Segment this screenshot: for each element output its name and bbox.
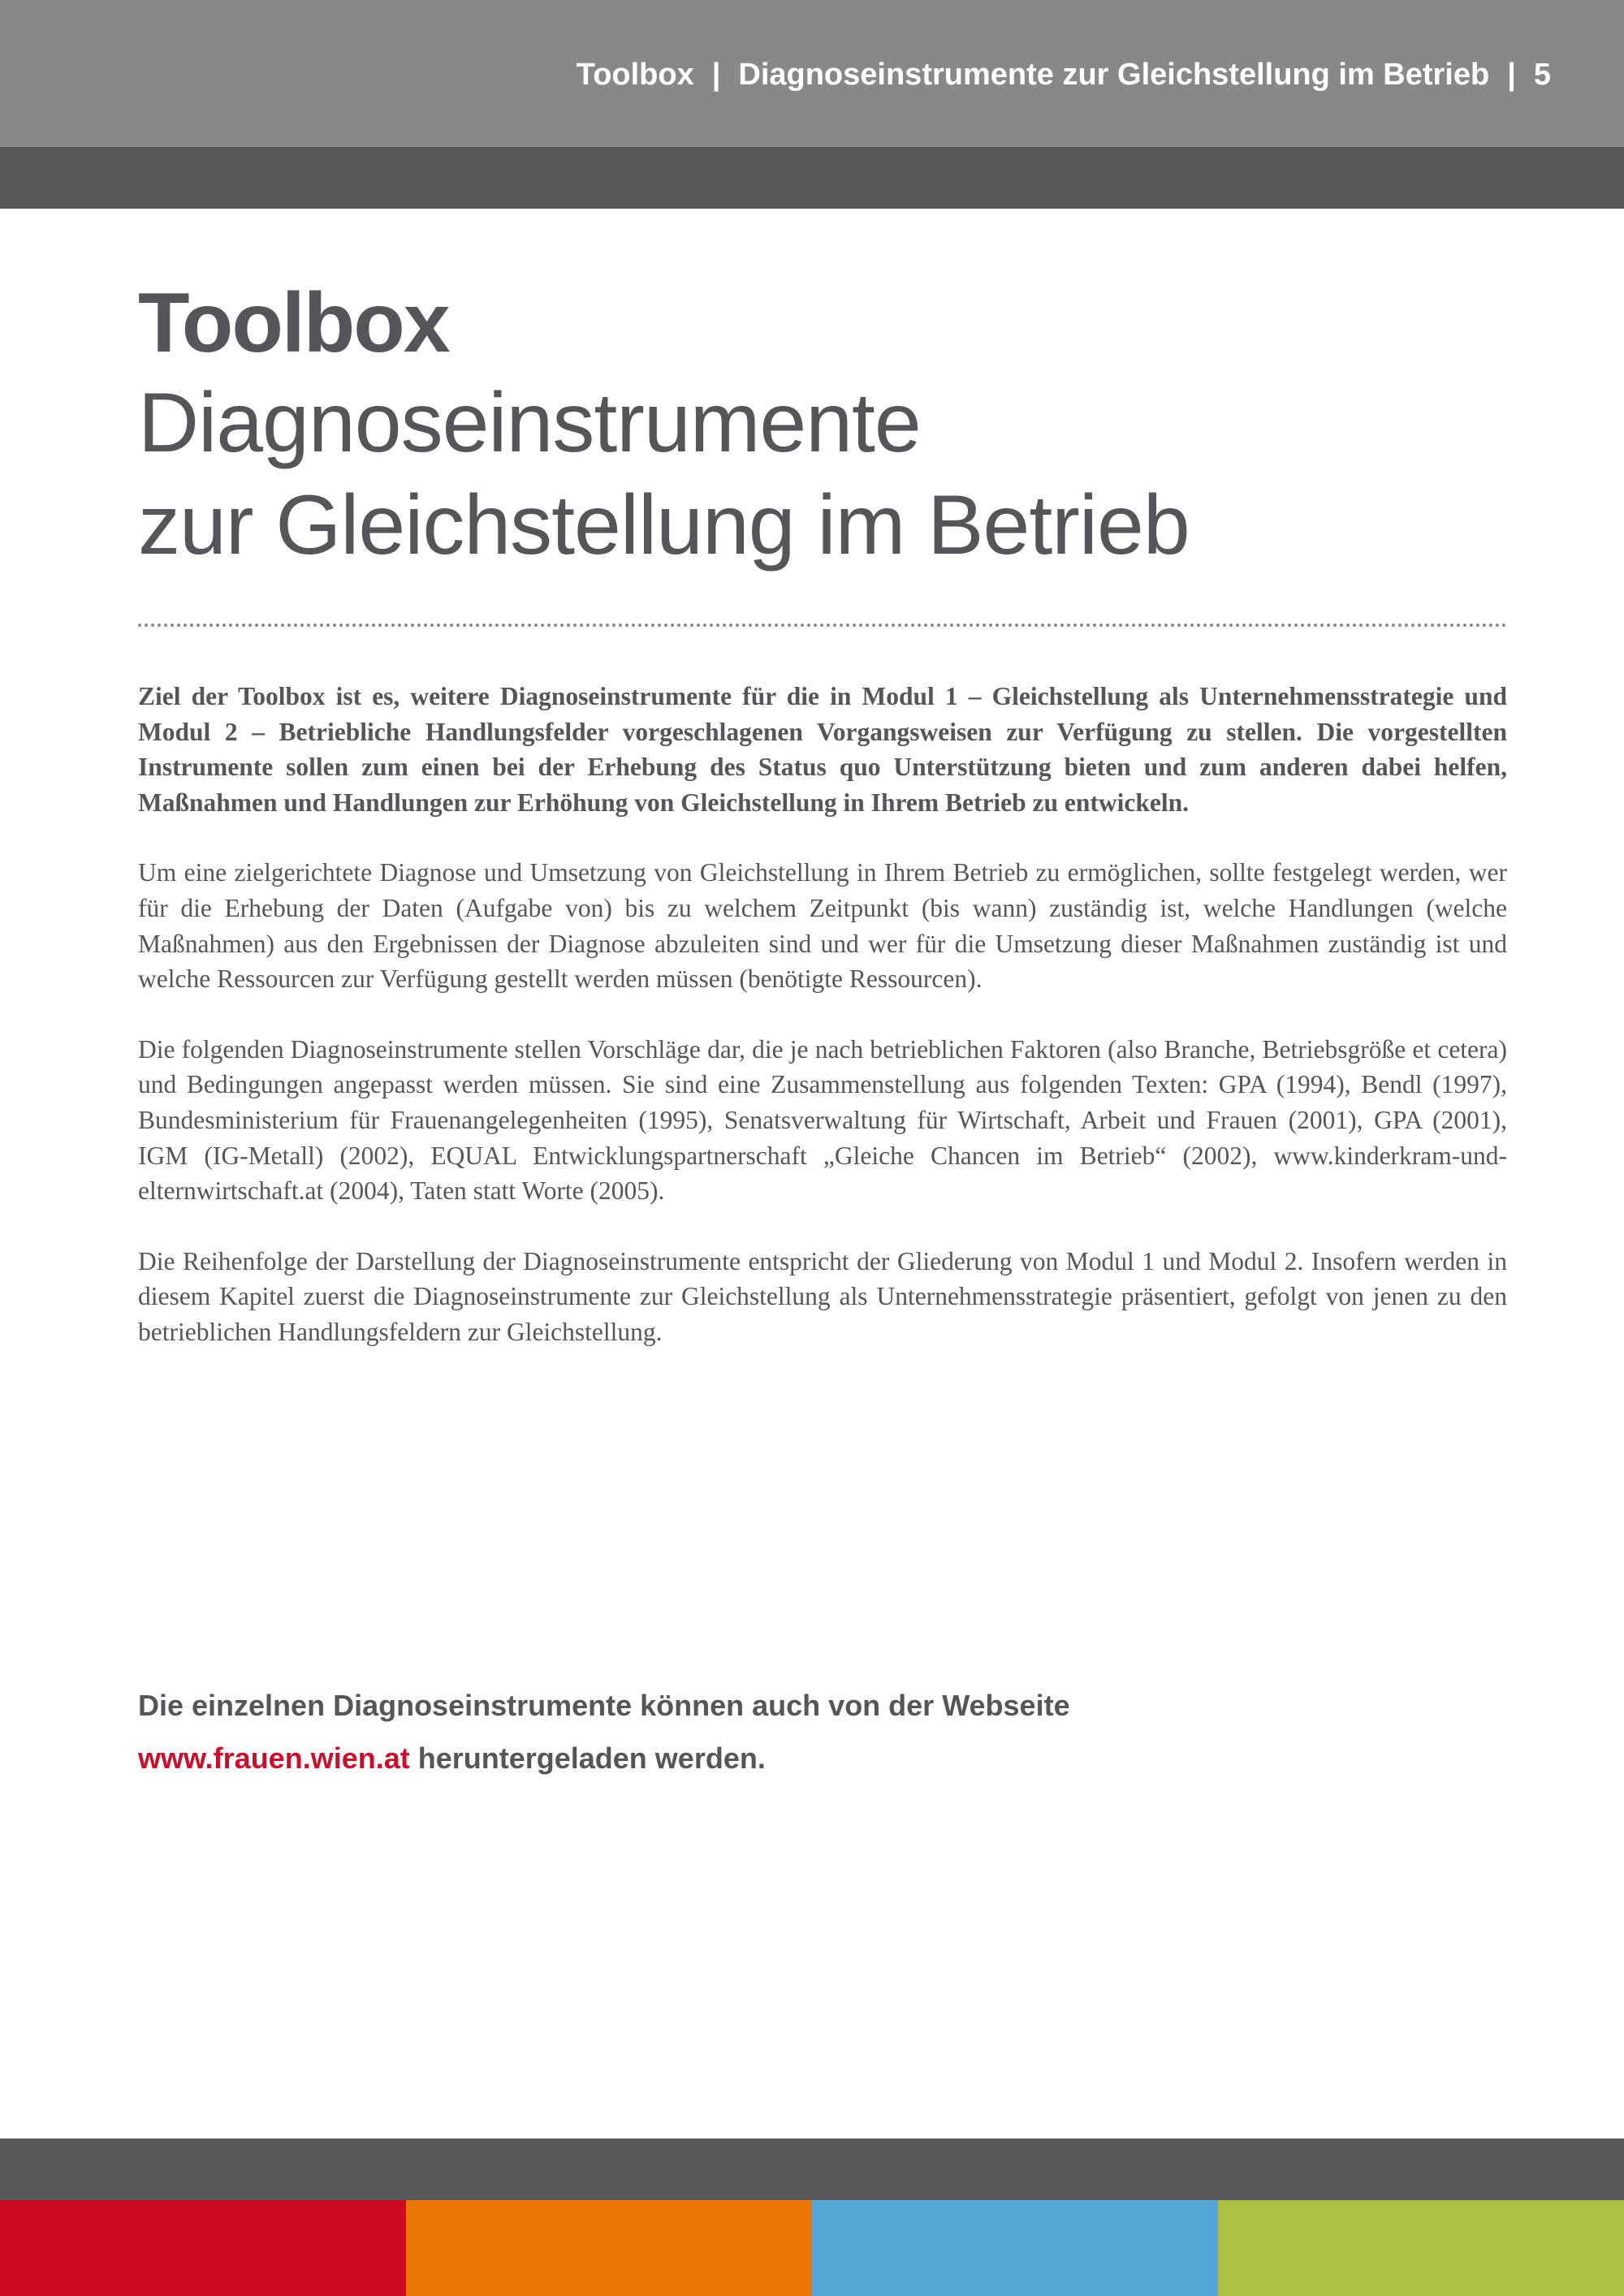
running-head [577, 52, 1551, 97]
download-note [138, 1679, 1518, 1785]
footer-color-bar-green [1218, 2200, 1624, 2296]
download-note-line-1: Die einzelnen Diagnoseinstrumente können auch von der Webseite [138, 1689, 1070, 1722]
website-link[interactable]: www.frauen.wien.at [138, 1741, 410, 1775]
running-head-separator-2: | [1507, 58, 1516, 92]
paragraph-2: Um eine zielgerichtete Diagnose und Umsetzung von Gleichstellung in Ihrem Betrieb zu ermöglichen, sollte festgelegt werden, wer für die Erhebung der Daten (Aufgabe von) bis zu welchem Zeitpunkt (bis wann) zuständig ist, welche Handlungen (welche Maßnahmen) aus den Ergebnissen der Diagnose abzuleiten sind und wer für die Umsetzung dieser Maßnahmen zuständig ist und welche Ressourcen zur Verfügung gestellt werden müssen (benötigte Ressourcen). [138, 858, 1507, 994]
title-main: Toolbox [138, 276, 449, 370]
header-dark-band [0, 147, 1624, 209]
running-head-separator: | [711, 58, 721, 92]
page-title [138, 274, 1510, 576]
footer-color-bar-red [0, 2200, 406, 2296]
running-head-chapter: Diagnoseinstrumente zur Gleichstellung im Betrieb [738, 58, 1490, 92]
body-text [138, 679, 1507, 1385]
title-sub-line-2: zur Gleichstellung im Betrieb [138, 478, 1190, 572]
page-number: 5 [1533, 58, 1551, 92]
footer-color-bar-orange [406, 2200, 812, 2296]
download-note-line-2 [138, 1732, 1518, 1785]
running-head-section: Toolbox [576, 58, 694, 92]
dotted-divider [138, 624, 1507, 627]
footer-dark-band [0, 2138, 1624, 2200]
footer-color-bar-blue [812, 2200, 1218, 2296]
paragraph-3: Die folgenden Diagnoseinstrumente stellen Vorschläge dar, die je nach betrieblichen Faktoren (also Branche, Betriebsgröße et cetera) und Bedingungen angepasst werden müssen. Sie sind eine Zusammenstellung aus folgenden Texten: GPA (1994), Bendl (1997), Bundesministerium für Frauenangelegenheiten (1995), Senatsverwaltung für Wirtschaft, Arbeit und Frauen (2001), GPA (2001), IGM (IG-Metall) (2002), EQUAL Entwicklungspartnerschaft „Gleiche Chancen im Betrieb“ (2002), www.kinderkram-und-elternwirtschaft.at (2004), Taten statt Worte (2005). [138, 1034, 1507, 1206]
paragraph-4: Die Reihenfolge der Darstellung der Diagnoseinstrumente entspricht der Gliederung von Modul 1 und Modul 2. Insofern werden in diesem Kapitel zuerst die Diagnoseinstrumente zur Gleichstellung als Unternehmensstrategie präsentiert, gefolgt von jenen zu den betrieblichen Handlungsfeldern zur Gleichstellung. [138, 1246, 1507, 1346]
title-sub-line-1: Diagnoseinstrumente [138, 376, 921, 470]
lead-paragraph: Ziel der Toolbox ist es, weitere Diagnoseinstrumente für die in Modul 1 – Gleichstellung als Unternehmensstrategie und Modul 2 – Betriebliche Handlungsfelder vorgeschlagenen Vorgangsweisen zur Verfügung zu stellen. Die vorgestellten Instrumente sollen zum einen bei der Erhebung des Status quo Unterstützung bieten und zum anderen dabei helfen, Maßnahmen und Handlungen zur Erhöhung von Gleichstellung in Ihrem Betrieb zu entwickeln. [138, 682, 1507, 817]
download-note-line-2-rest: heruntergeladen werden. [409, 1741, 766, 1775]
